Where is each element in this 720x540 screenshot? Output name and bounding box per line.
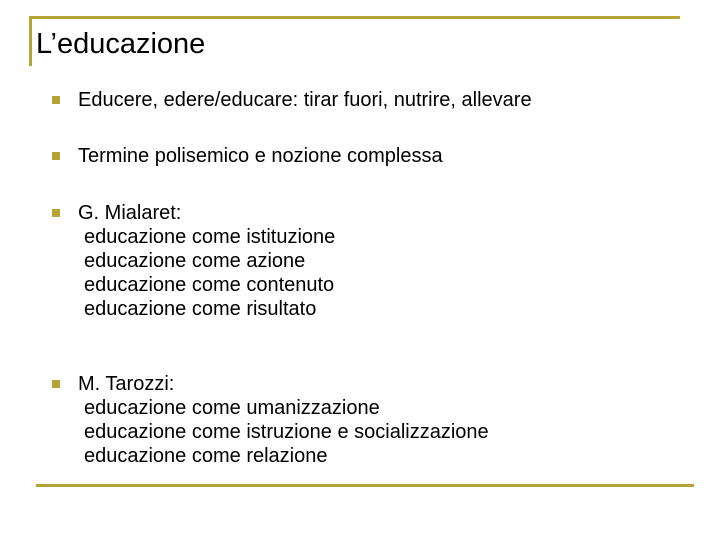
bullet-subline: educazione come risultato — [84, 298, 317, 320]
bullet-subline: educazione come umanizzazione — [84, 397, 380, 419]
square-bullet-icon — [52, 96, 60, 104]
bullet-subline: educazione come relazione — [84, 445, 328, 467]
title-frame-left-border — [29, 16, 32, 66]
bottom-divider-line — [36, 484, 694, 487]
slide-title: L’educazione — [36, 28, 206, 60]
bullet-subline: educazione come istituzione — [84, 226, 336, 248]
bullet-line: Educere, edere/educare: tirar fuori, nutrire, allevare — [78, 89, 532, 111]
bullet-subline: educazione come azione — [84, 250, 306, 272]
bullet-subline: educazione come istruzione e socializzazione — [84, 421, 489, 443]
square-bullet-icon — [52, 380, 60, 388]
bullet-text — [78, 372, 489, 468]
bullet-heading: M. Tarozzi: — [78, 373, 175, 395]
bullet-text — [78, 144, 443, 168]
bullet-heading: G. Mialaret: — [78, 202, 182, 224]
bullet-text — [78, 201, 335, 321]
bullet-text — [78, 88, 532, 112]
bullet-subline: educazione come contenuto — [84, 274, 335, 296]
square-bullet-icon — [52, 152, 60, 160]
title-frame-top-border — [29, 16, 680, 19]
square-bullet-icon — [52, 209, 60, 217]
bullet-line: Termine polisemico e nozione complessa — [78, 145, 443, 167]
